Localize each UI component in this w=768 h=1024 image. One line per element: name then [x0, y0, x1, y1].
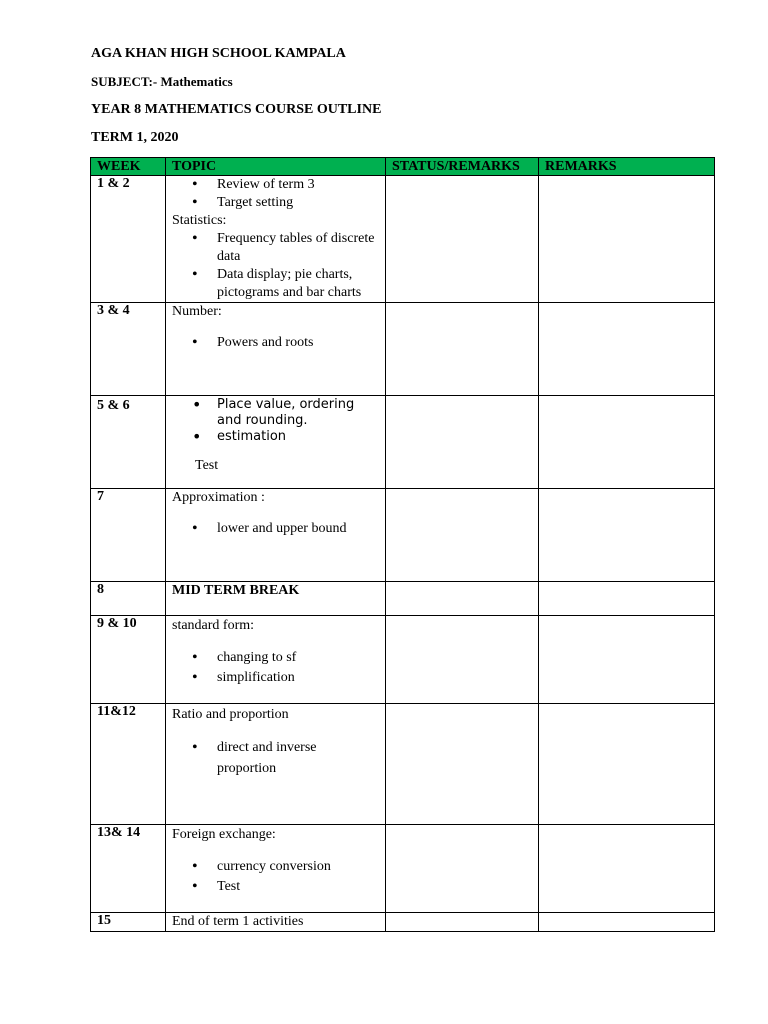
list-item: • currency conversion	[172, 857, 379, 877]
remarks-cell	[539, 396, 715, 489]
topic-cell	[166, 396, 386, 489]
topic-footer: Test	[195, 458, 219, 473]
status-cell	[386, 825, 539, 913]
table-row	[91, 489, 715, 582]
list-item: • lower and upper bound	[172, 520, 379, 538]
table-row	[91, 913, 715, 932]
column-header-remarks: REMARKS	[539, 158, 715, 176]
topic-cell	[166, 489, 386, 582]
table-row	[91, 825, 715, 913]
list-item: • simplification	[172, 668, 379, 688]
term-line: TERM 1, 2020	[91, 130, 179, 145]
remarks-cell	[539, 489, 715, 582]
week-cell: 7	[91, 489, 166, 582]
status-cell	[386, 704, 539, 825]
week-cell: 13& 14	[91, 825, 166, 913]
outline-title: YEAR 8 MATHEMATICS COURSE OUTLINE	[91, 102, 382, 117]
remarks-cell	[539, 176, 715, 303]
list-item: • Frequency tables of discrete data	[172, 230, 379, 266]
topic-heading: standard form:	[172, 618, 255, 633]
status-cell	[386, 396, 539, 489]
status-cell	[386, 176, 539, 303]
column-header-topic: TOPIC	[166, 158, 386, 176]
table-row	[91, 582, 715, 616]
list-item: • Data display; pie charts, pictograms and bar charts	[172, 266, 379, 302]
school-name: AGA KHAN HIGH SCHOOL KAMPALA	[91, 46, 346, 61]
topic-heading: Number:	[172, 304, 222, 319]
course-outline-table	[90, 157, 715, 932]
topic-heading: End of term 1 activities	[172, 914, 304, 929]
list-item: • Target setting	[172, 194, 379, 212]
list-item: • direct and inverse proportion	[172, 737, 379, 779]
topic-cell	[166, 176, 386, 303]
remarks-cell	[539, 825, 715, 913]
remarks-cell	[539, 913, 715, 932]
status-cell	[386, 616, 539, 704]
status-cell	[386, 913, 539, 932]
topic-heading: Ratio and proportion	[172, 707, 289, 722]
topic-cell	[166, 616, 386, 704]
table-row	[91, 176, 715, 303]
week-cell: 1 & 2	[91, 176, 166, 303]
table-header-row	[91, 158, 715, 176]
week-cell: 15	[91, 913, 166, 932]
status-cell	[386, 303, 539, 396]
table-row	[91, 396, 715, 489]
remarks-cell	[539, 616, 715, 704]
topic-heading: Foreign exchange:	[172, 827, 276, 842]
list-item: • Place value, ordering and rounding.	[172, 397, 379, 429]
topic-cell	[166, 704, 386, 825]
list-item: • Test	[172, 877, 379, 897]
column-header-week: WEEK	[91, 158, 166, 176]
week-cell: 8	[91, 582, 166, 616]
column-header-status: STATUS/REMARKS	[386, 158, 539, 176]
status-cell	[386, 489, 539, 582]
topic-cell	[166, 582, 386, 616]
list-item: • Powers and roots	[172, 334, 379, 352]
topic-heading: Statistics:	[172, 213, 227, 228]
remarks-cell	[539, 303, 715, 396]
list-item: • changing to sf	[172, 648, 379, 668]
remarks-cell	[539, 704, 715, 825]
remarks-cell	[539, 582, 715, 616]
list-item: • Review of term 3	[172, 176, 379, 194]
table-row	[91, 704, 715, 825]
week-cell: 11&12	[91, 704, 166, 825]
list-item: • estimation	[172, 429, 379, 445]
topic-cell	[166, 825, 386, 913]
subject-line: SUBJECT:- Mathematics	[91, 74, 233, 89]
week-cell: 5 & 6	[91, 396, 166, 489]
topic-cell	[166, 913, 386, 932]
week-cell: 3 & 4	[91, 303, 166, 396]
topic-cell	[166, 303, 386, 396]
table-row	[91, 616, 715, 704]
topic-heading: MID TERM BREAK	[172, 583, 300, 598]
week-cell: 9 & 10	[91, 616, 166, 704]
table-row	[91, 303, 715, 396]
status-cell	[386, 582, 539, 616]
topic-heading: Approximation :	[172, 490, 265, 505]
